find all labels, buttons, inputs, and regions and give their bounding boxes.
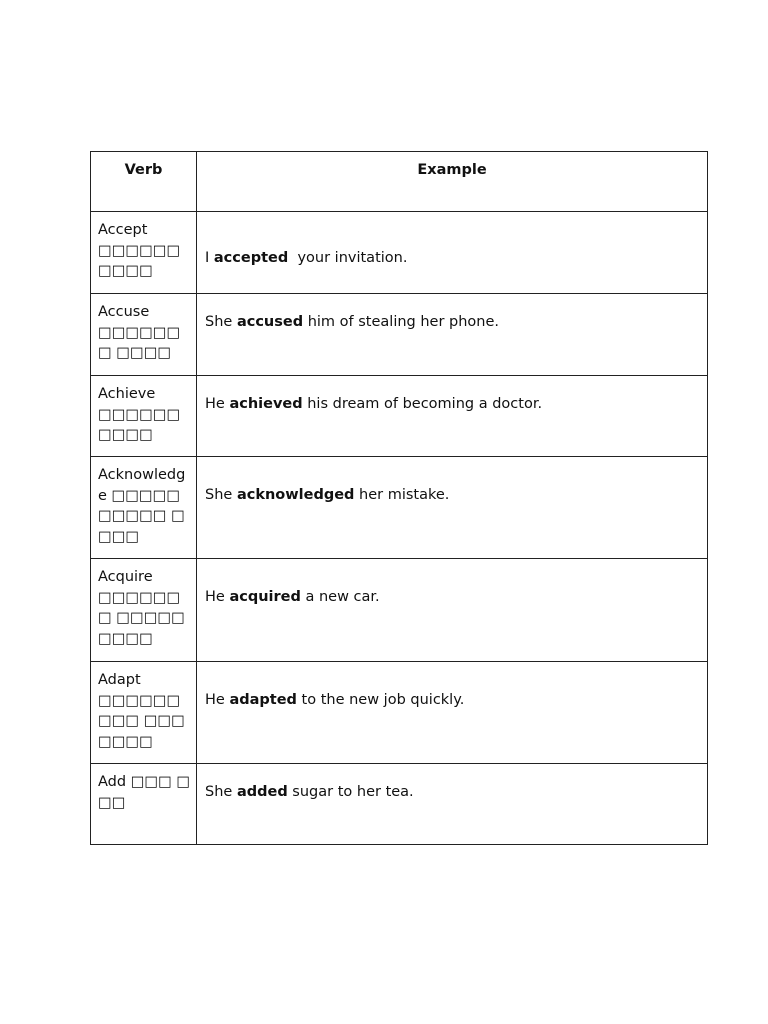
- example-sentence: [205, 559, 700, 608]
- example-verb-bold: accused: [236, 314, 304, 330]
- verb-word: Acquire: [98, 569, 153, 585]
- example-pre: She: [205, 487, 237, 503]
- table-row: [91, 457, 708, 559]
- verb-word: Adapt: [98, 672, 141, 688]
- verb-word: Acknowledge: [98, 467, 186, 504]
- example-post: her mistake.: [354, 487, 450, 503]
- example-pre: She: [205, 314, 237, 330]
- example-post: a new car.: [300, 589, 380, 605]
- verb-meaning: □□□□□□□□□ □□□□□□□: [98, 692, 185, 750]
- verb-meaning: □□□□□□□ □□□□: [98, 324, 181, 361]
- table-row: [91, 559, 708, 662]
- example-cell: [197, 457, 708, 559]
- example-sentence: [205, 230, 700, 269]
- example-pre: He: [205, 589, 230, 605]
- verb-cell: [91, 212, 197, 294]
- example-pre: She: [205, 784, 237, 800]
- verb-cell: [91, 294, 197, 376]
- table-row: [91, 376, 708, 457]
- example-verb-bold: acknowledged: [236, 487, 355, 503]
- example-sentence: [205, 457, 700, 506]
- example-verb-bold: accepted: [213, 250, 289, 266]
- example-verb-bold: achieved: [229, 396, 303, 412]
- example-post: your invitation.: [288, 250, 408, 266]
- verb-cell: [91, 559, 197, 662]
- verb-word: Achieve: [98, 386, 156, 402]
- example-sentence: [205, 662, 700, 711]
- example-verb-bold: acquired: [229, 589, 301, 605]
- table-row: [91, 294, 708, 376]
- example-sentence: [205, 764, 700, 803]
- example-cell: [197, 764, 708, 845]
- example-cell: [197, 294, 708, 376]
- example-cell: [197, 662, 708, 764]
- verb-word: Add: [98, 774, 127, 790]
- verb-word: Accept: [98, 222, 148, 238]
- example-pre: I: [205, 250, 214, 266]
- example-verb-bold: adapted: [229, 692, 297, 708]
- example-pre: He: [205, 396, 230, 412]
- verb-word: Accuse: [98, 304, 150, 320]
- example-cell: [197, 212, 708, 294]
- verb-cell: [91, 764, 197, 845]
- verb-meaning: □□□ □□□: [98, 774, 191, 811]
- example-post: his dream of becoming a doctor.: [302, 396, 543, 412]
- header-example: Example: [197, 152, 708, 212]
- verb-meaning: □□□□□□ □ □□□□□ □□□□: [98, 589, 185, 647]
- verb-meaning: □□□□□□□□□□ □□□□: [98, 487, 185, 545]
- table-header-row: [91, 152, 708, 212]
- example-post: sugar to her tea.: [287, 784, 414, 800]
- verb-cell: [91, 662, 197, 764]
- table-row: [91, 764, 708, 845]
- header-verb: Verb: [91, 152, 197, 212]
- example-sentence: [205, 376, 700, 415]
- verb-cell: [91, 457, 197, 559]
- example-cell: [197, 559, 708, 662]
- verb-example-table: [90, 151, 708, 845]
- verb-meaning: □□□□□□ □□□□: [98, 242, 181, 279]
- example-sentence: [205, 294, 700, 333]
- example-verb-bold: added: [236, 784, 288, 800]
- verb-meaning: □□□□□□ □□□□: [98, 406, 181, 443]
- example-post: to the new job quickly.: [296, 692, 465, 708]
- verb-cell: [91, 376, 197, 457]
- example-cell: [197, 376, 708, 457]
- example-pre: He: [205, 692, 230, 708]
- table-row: [91, 212, 708, 294]
- table-row: [91, 662, 708, 764]
- example-post: him of stealing her phone.: [303, 314, 500, 330]
